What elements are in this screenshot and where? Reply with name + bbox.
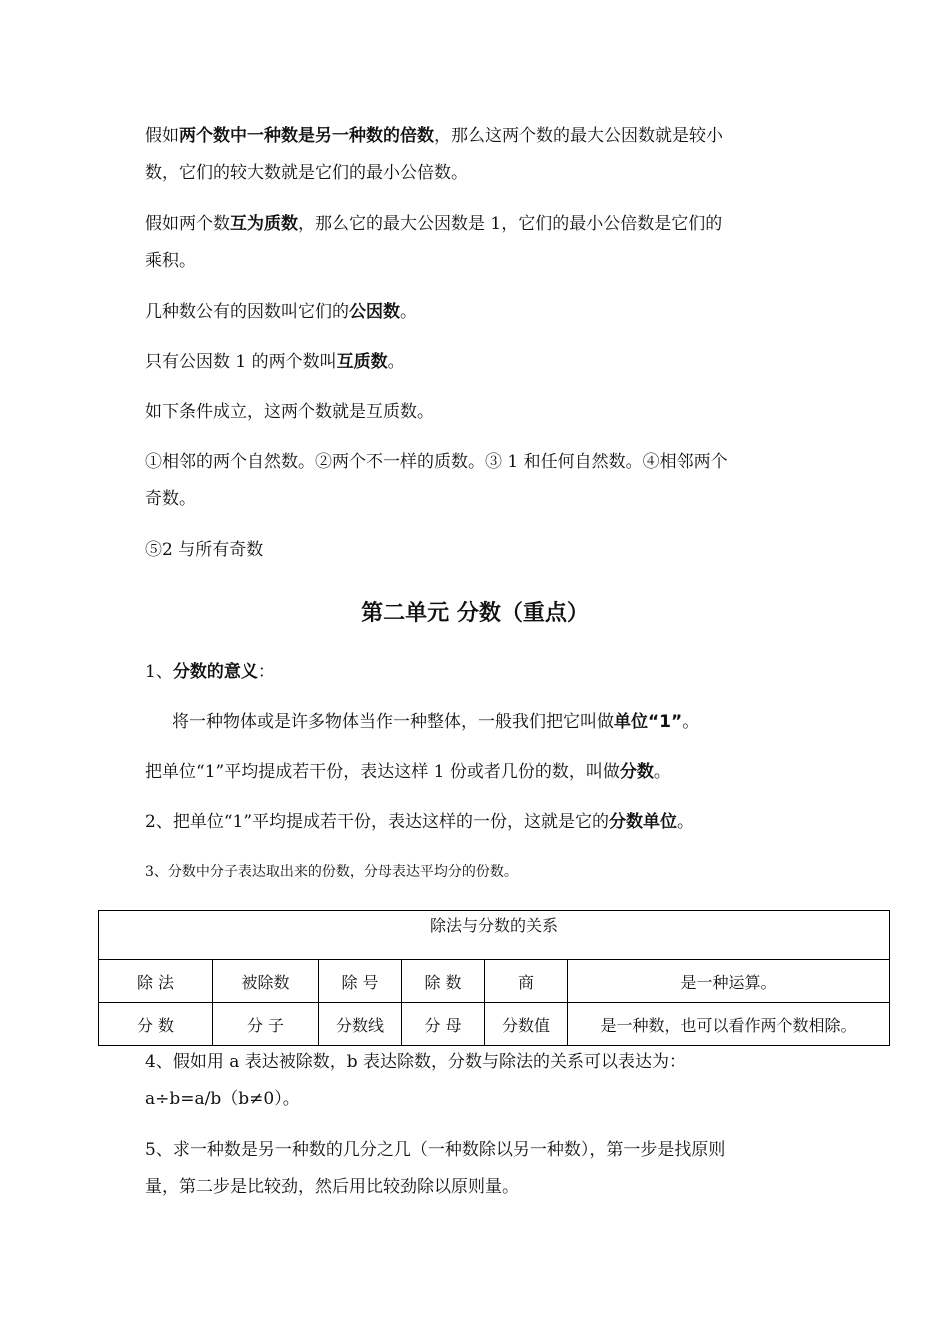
text: ⑤2 与所有奇数 xyxy=(145,540,264,560)
text: 把单位“1”平均提成若干份，表达这样 1 份或者几份的数，叫做 xyxy=(145,762,620,782)
division-fraction-table xyxy=(98,910,890,1046)
bold-term: 互质数 xyxy=(336,352,388,372)
paragraph-coprime-rule xyxy=(145,206,722,280)
text: 。 xyxy=(653,762,671,782)
bold-term: 分数单位 xyxy=(609,812,678,832)
text: ，那么这两个数的最大公因数就是较小 xyxy=(434,126,723,146)
paragraph-fraction-of xyxy=(145,1132,725,1206)
paragraph-common-factor xyxy=(145,294,417,331)
bold-term: 单位“1” xyxy=(614,712,683,732)
bold-term: 互为质数 xyxy=(230,214,298,234)
text: 假如两个数 xyxy=(145,214,230,234)
text: 3、分数中分子表达取出来的份数，分母表达平均分的份数。 xyxy=(145,864,518,880)
paragraph-fraction-unit xyxy=(145,804,694,841)
text: 1、 xyxy=(145,662,173,682)
paragraph-condition-5 xyxy=(145,532,263,569)
table-row xyxy=(99,960,890,1003)
text: 假如 xyxy=(145,126,179,146)
text: 。 xyxy=(682,712,700,732)
formula: a÷b=a/b（b≠0）。 xyxy=(145,1089,300,1109)
text: 几种数公有的因数叫它们的 xyxy=(145,302,349,322)
paragraph-multiple-rule xyxy=(145,118,723,192)
table-cell: 分 子 xyxy=(213,1003,319,1046)
paragraph-numerator-denominator xyxy=(145,854,518,891)
text: 奇数。 xyxy=(145,489,196,509)
text: ①相邻的两个自然数。②两个不一样的质数。③ 1 和任何自然数。④相邻两个 xyxy=(145,452,728,472)
paragraph-conditions-intro xyxy=(145,394,434,431)
table-cell: 分数值 xyxy=(485,1003,568,1046)
paragraph-division-notation xyxy=(145,1044,686,1118)
paragraph-fraction-definition xyxy=(145,754,671,791)
text: 量，第二步是比较劲，然后用比较劲除以原则量。 xyxy=(145,1177,519,1197)
text: 。 xyxy=(677,812,695,832)
text: ，那么它的最大公因数是 1，它们的最小公倍数是它们的 xyxy=(298,214,723,234)
text: 2、把单位“1”平均提成若干份，表达这样的一份，这就是它的 xyxy=(145,812,610,832)
text: ： xyxy=(257,662,275,682)
table-cell: 商 xyxy=(485,960,568,1003)
table-cell: 是一种运算。 xyxy=(568,960,890,1003)
text: 如下条件成立，这两个数就是互质数。 xyxy=(145,402,434,422)
table-cell: 除 数 xyxy=(402,960,485,1003)
table-cell: 除 号 xyxy=(319,960,402,1003)
text: 。 xyxy=(387,352,405,372)
text: 。 xyxy=(400,302,417,322)
bold-term: 两个数中一种数是另一种数的倍数 xyxy=(179,126,434,146)
section-title: 第二单元 分数（重点） xyxy=(361,601,589,626)
table-cell: 分 数 xyxy=(99,1003,213,1046)
bold-term: 分数的意义 xyxy=(172,662,258,682)
text: 乘积。 xyxy=(145,251,196,271)
text: 5、求一种数是另一种数的几分之几（一种数除以另一种数），第一步是找原则 xyxy=(145,1140,726,1160)
text: 数，它们的较大数就是它们的最小公倍数。 xyxy=(145,163,468,183)
table-cell: 是一种数，也可以看作两个数相除。 xyxy=(568,1003,890,1046)
text: 4、假如用 a 表达被除数，b 表达除数，分数与除法的关系可以表达为： xyxy=(145,1052,687,1072)
table-cell: 除 法 xyxy=(99,960,213,1003)
table-row xyxy=(99,1003,890,1046)
table-caption: 除法与分数的关系 xyxy=(99,911,890,960)
bold-term: 分数 xyxy=(619,762,654,782)
table-cell: 被除数 xyxy=(213,960,319,1003)
paragraph-coprime-definition xyxy=(145,344,405,381)
table-cell: 分数线 xyxy=(319,1003,402,1046)
text: 将一种物体或是许多物体当作一种整体，一般我们把它叫做 xyxy=(172,712,614,732)
text: 只有公因数 1 的两个数叫 xyxy=(145,352,337,372)
paragraph-conditions-list xyxy=(145,444,728,518)
heading-fraction-meaning xyxy=(145,654,275,691)
table-cell: 分 母 xyxy=(402,1003,485,1046)
paragraph-unit-one xyxy=(172,704,699,741)
bold-term: 公因数 xyxy=(349,302,400,322)
